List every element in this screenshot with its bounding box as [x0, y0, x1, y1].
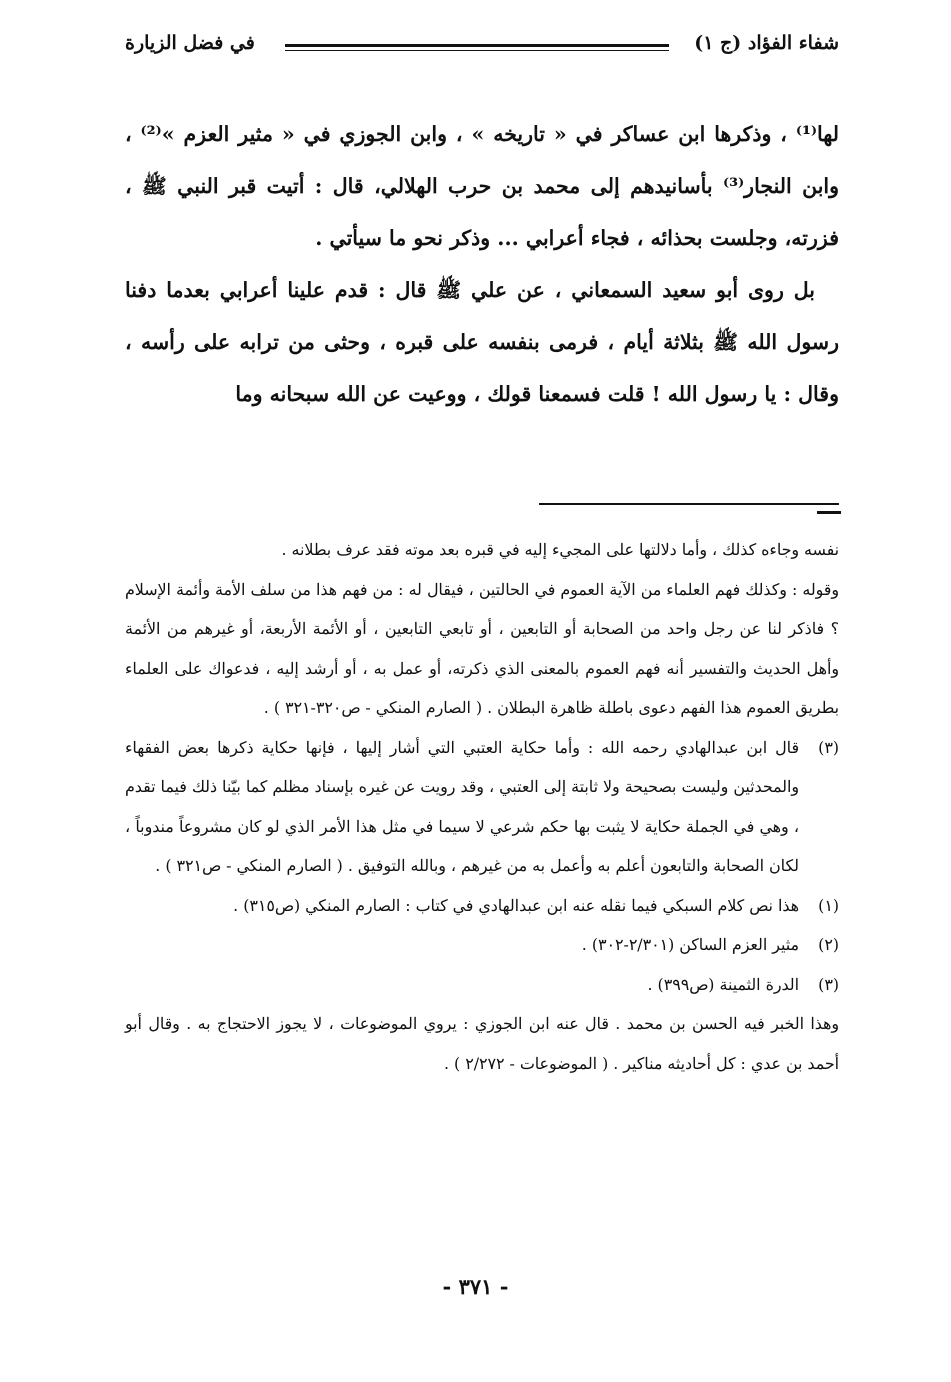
- footnote-tail: وهذا الخبر فيه الحسن بن محمد . قال عنه ابن الجوزي : يروي الموضوعات ، لا يجوز الاحتجاج به . وقال أبو أحمد بن عدي : كل أحاديثه مناكير . ( الموضوعات - ٢/٢٧٢ ) .: [125, 1014, 839, 1073]
- reference-text: مثير العزم الساكن (٢/٣٠١-٣٠٢) .: [581, 935, 799, 954]
- header-chapter-title: في فضل الزيارة: [125, 32, 255, 54]
- page-number: - ٣٧١ -: [442, 1274, 509, 1299]
- reference-item: [125, 925, 839, 965]
- reference-text: هذا نص كلام السبكي فيما نقله عنه ابن عبدالهادي في كتاب : الصارم المنكي (ص٣١٥) .: [233, 895, 799, 915]
- reference-item: [125, 965, 839, 1005]
- reference-number: (١): [818, 895, 839, 915]
- main-paragraph-1: لها⁽¹⁾ ، وذكرها ابن عساكر في « تاريخه » ، وابن الجوزي في « مثير العزم »⁽²⁾ ، وابن النجار⁽³⁾ بأسانيدهم إلى محمد بن حرب الهلالي، قال : أتيت قبر النبي ﷺ ، فزرته، وجلست بحذائه ، فجاء أعرابي ... وذكر نحو ما سيأتي .: [125, 122, 839, 250]
- header-book-title: شفاء الفؤاد (ج ١): [694, 32, 839, 54]
- footnote-number: (٣): [818, 737, 839, 757]
- footnote-separator: [539, 503, 839, 505]
- reference-item: [125, 886, 839, 926]
- main-text: [125, 108, 839, 420]
- main-paragraph-2: بل روى أبو سعيد السمعاني ، عن علي ﷺ قال : قدم علينا أعرابي بعدما دفنا رسول الله ﷺ بثلاثة أيام ، فرمى بنفسه على قبره ، وحثى من ترابه على رأسه ، وقال : يا رسول الله ! قلت فسمعنا قولك ، ووعيت عن الله سبحانه وما: [125, 278, 839, 406]
- footnote-continuation-1: نفسه وجاءه كذلك ، وأما دلالتها على المجيء إليه في قبره بعد موته فقد عرف بطلانه .: [281, 540, 839, 559]
- reference-number: (٢): [818, 935, 839, 954]
- footnote-continuation-2: وقوله : وكذلك فهم العلماء من الآية العموم في الحالتين ، فيقال له : من فهم هذا من سلف الأمة وأئمة الإسلام ؟ فاذكر لنا عن رجل واحد من الصحابة أو التابعين ، أو تابعي التابعين ، أو الأئمة الأربعة، أو غيرهم من الأئمة وأهل الحديث والتفسير أنه فهم العموم بالمعنى الذي ذكرته، أو عمل به ، أو أرشد إليه ، فدعواك على العلماء بطريق العموم هذا الفهم دعوى باطلة ظاهرة البطلان . ( الصارم المنكي - ص٣٢٠-٣٢١ ) .: [125, 579, 839, 717]
- reference-number: (٣): [818, 974, 839, 994]
- running-header: [125, 30, 839, 64]
- reference-text: الدرة الثمينة (ص٣٩٩) .: [647, 974, 799, 994]
- header-rule: [285, 44, 669, 51]
- footnote-text: قال ابن عبدالهادي رحمه الله : وأما حكاية العتبي التي أشار إليها ، فإنها حكاية ذكرها بعض الفقهاء والمحدثين وليست بصحيحة ولا ثابتة إلى العتبي ، وقد رويت عن غيره بإسناد مظلم كما بيّنا ذلك فيما تقدم ، وهي في الجملة حكاية لا يثبت بها حكم شرعي لا سيما في مثل هذا الأمر الذي لو كان مشروعاً مندوباً ، لكان الصحابة والتابعون أعلم به وأعمل به من غيرهم ، وبالله التوفيق . ( الصارم المنكي - ص٣٢١ ) .: [125, 737, 799, 875]
- footnotes: [125, 530, 839, 1083]
- footnote-item: [125, 728, 839, 886]
- footnote-continuation-mark: [817, 511, 841, 514]
